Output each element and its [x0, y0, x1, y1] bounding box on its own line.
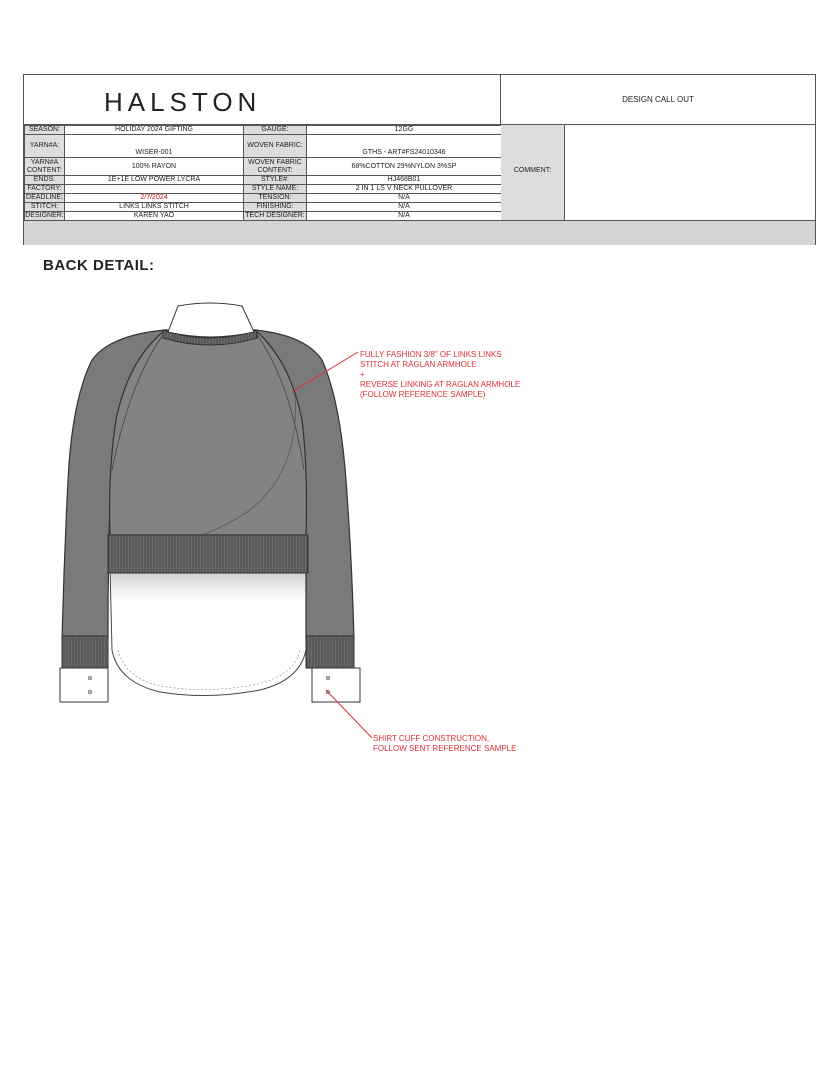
- sweater-body: [110, 330, 307, 535]
- right-shirt-cuff: [312, 668, 360, 702]
- finishing-label: FINISHING:: [244, 203, 307, 212]
- raglan-note-line: STITCH AT RAGLAN ARMHOLE: [360, 360, 477, 369]
- stitch-value: LINKS LINKS STITCH: [65, 203, 244, 212]
- season-label: SEASON:: [25, 126, 65, 135]
- raglan-note-line: REVERSE LINKING AT RAGLAN ARMHOLE: [360, 380, 521, 389]
- woven-fabric-label: WOVEN FABRIC:: [244, 135, 307, 158]
- raglan-note-line: +: [360, 370, 365, 379]
- raglan-note: [360, 350, 520, 400]
- cuff-note-line: FOLLOW SENT REFERENCE SAMPLE: [373, 744, 517, 753]
- left-cuff-button-icon: [88, 676, 92, 680]
- yarn-value: WISER-001: [65, 135, 244, 158]
- gauge-label: GAUGE:: [244, 126, 307, 135]
- yarn-content-label: YARN#A CONTENT:: [25, 158, 65, 176]
- ends-label: ENDS:: [25, 176, 65, 185]
- shirt-collar: [168, 303, 254, 337]
- stitch-label: STITCH:: [25, 203, 65, 212]
- woven-fabric-value: GTHS - ART#FS24010346: [307, 135, 502, 158]
- brand-logo: HALSTON: [104, 87, 262, 117]
- style-name-value: 2 IN 1 LS V NECK PULLOVER: [307, 185, 502, 194]
- cuff-note-line: SHIRT CUFF CONSTRUCTION,: [373, 734, 490, 743]
- finishing-value: N/A: [307, 203, 502, 212]
- yarn-content-value: 100% RAYON: [65, 158, 244, 176]
- left-shirt-cuff: [60, 668, 108, 702]
- style-name-label: STYLE NAME:: [244, 185, 307, 194]
- style-no-label: STYLE#:: [244, 176, 307, 185]
- comment-label: COMMENT:: [501, 125, 565, 220]
- design-callout-title: DESIGN CALL OUT: [622, 95, 694, 104]
- deadline-label: DEADLINE:: [26, 194, 63, 201]
- yarn-label: YARN#A:: [25, 135, 65, 158]
- season-value: HOLIDAY 2024 GIFTING: [65, 126, 244, 135]
- tension-value: N/A: [307, 194, 502, 203]
- raglan-note-line: (FOLLOW REFERENCE SAMPLE): [360, 390, 486, 399]
- right-cuff-rib: [306, 636, 354, 668]
- left-cuff-rib: [62, 636, 108, 668]
- hem-rib: [108, 535, 308, 573]
- section-title: BACK DETAIL:: [43, 257, 155, 274]
- shirt-tail: [110, 568, 306, 696]
- tech-designer-value: N/A: [307, 212, 502, 221]
- gauge-value: 12GG: [307, 126, 502, 135]
- designer-value: KAREN YAO: [65, 212, 244, 221]
- style-no-value: HJ468B01: [307, 176, 502, 185]
- designer-label: DESIGNER:: [25, 212, 64, 219]
- ends-value: 1E+1E LOW POWER LYCRA: [65, 176, 244, 185]
- raglan-note-line: FULLY FASHION 3/8" OF LINKS LINKS: [360, 350, 502, 359]
- tech-designer-label: TECH DESIGNER:: [245, 212, 305, 219]
- right-cuff-button-icon: [326, 676, 330, 680]
- woven-content-label: WOVEN FABRIC CONTENT:: [244, 158, 307, 176]
- deadline-value: 2/7/2024: [65, 194, 244, 203]
- cuff-note: [373, 734, 516, 754]
- left-cuff-button-icon: [88, 690, 92, 694]
- woven-content-value: 68%COTTON 29%NYLON 3%SP: [307, 158, 502, 176]
- tension-label: TENSION:: [244, 194, 307, 203]
- factory-label: FACTORY:: [25, 185, 65, 194]
